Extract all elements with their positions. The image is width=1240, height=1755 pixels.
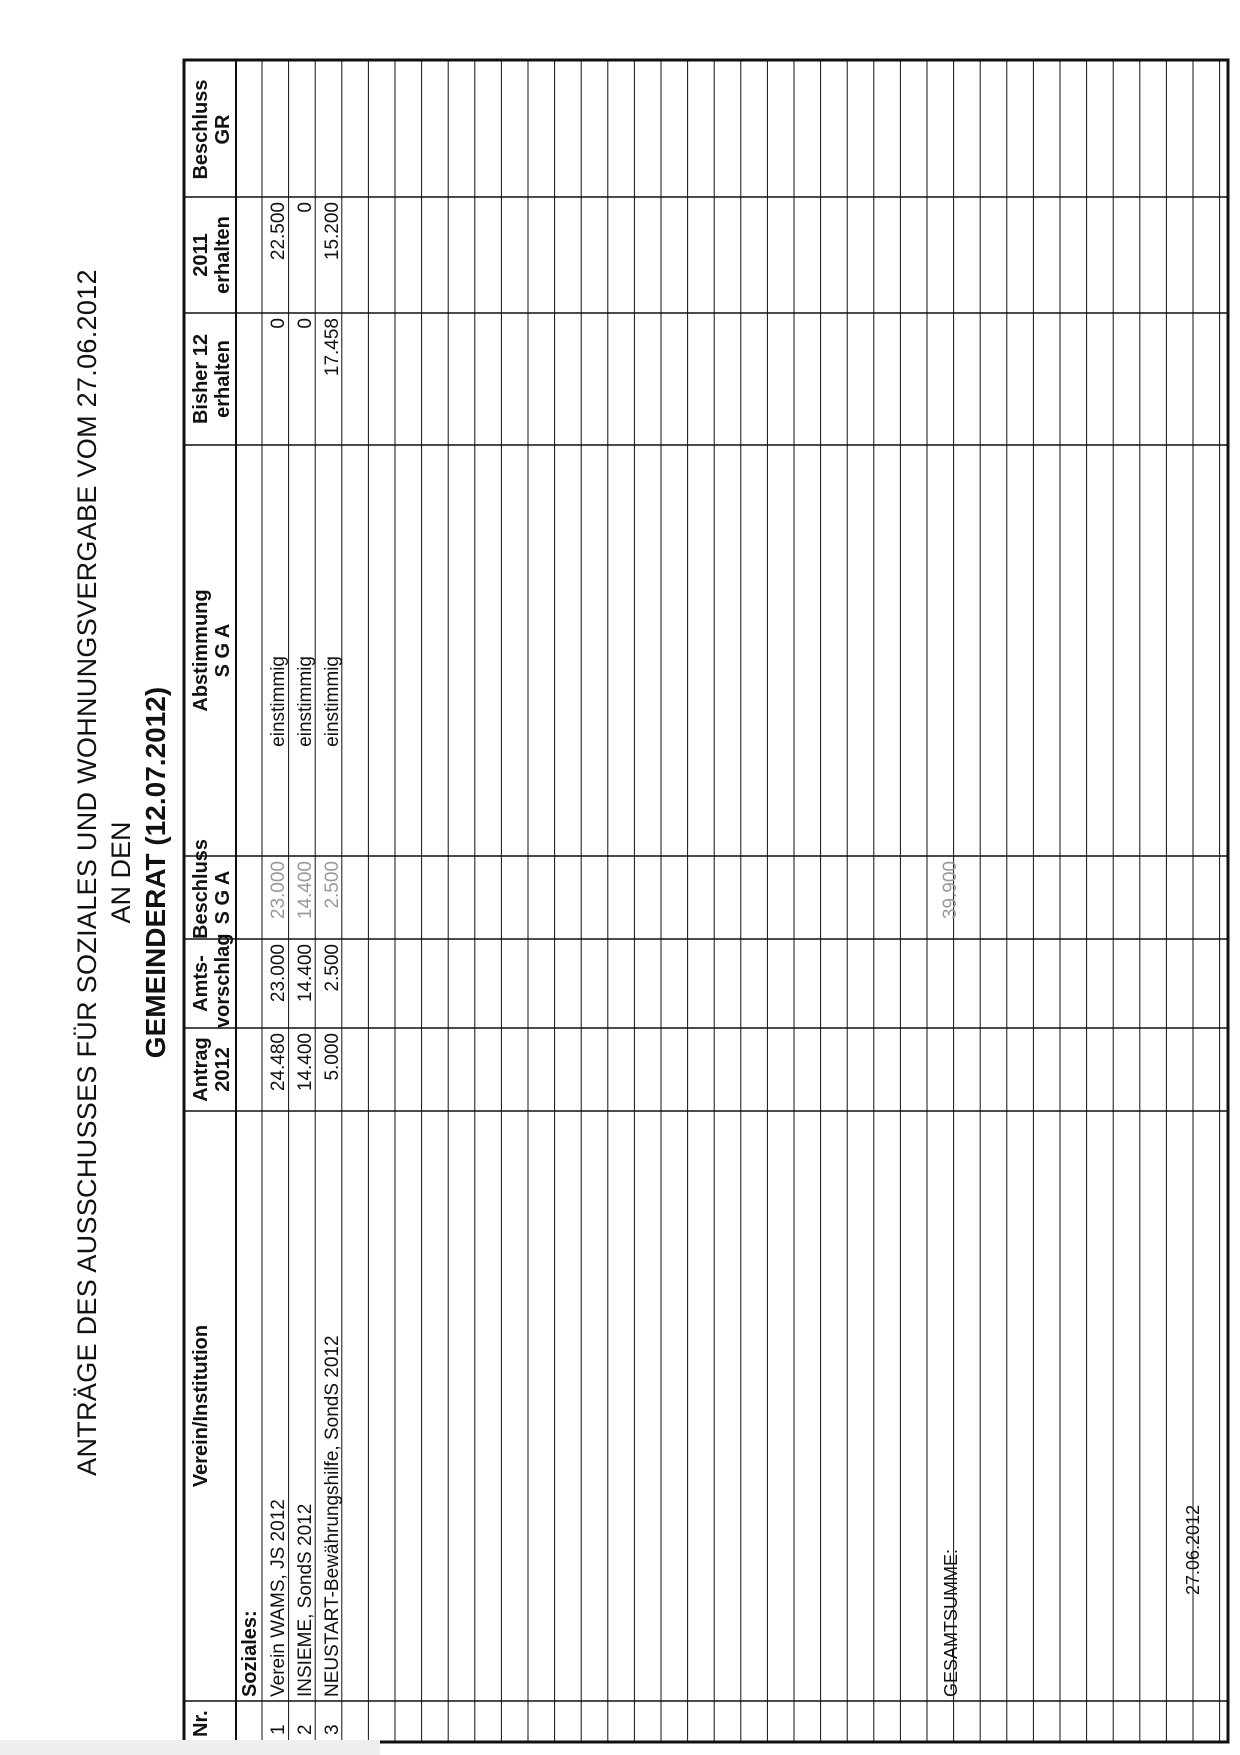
row-3-amts: 2.500 [322,944,343,992]
row-3-antrag: 5.000 [322,1033,343,1081]
document-subtitle: AN DEN [106,821,136,924]
header-bisher: Bisher 12 erhalten [190,333,234,425]
row-2-antrag: 14.400 [295,1033,316,1092]
row-2-abstimmung: einstimmig [295,656,316,747]
total-beschluss-sga: 39.900 [940,861,961,920]
footer-date: 27.06.2012 [1183,1504,1203,1595]
row-1-abstimmung: einstimmig [268,656,289,747]
header-beschluss-sga: Beschluss S G A [190,838,234,939]
row-1-verein: Verein WAMS, JS 2012 [268,1499,289,1697]
row-1-amts: 23.000 [268,944,289,1003]
scan-edge [0,1740,380,1755]
header-antrag: Antrag 2012 [190,1037,234,1102]
section-label: Soziales: [239,1610,261,1697]
row-2-bisher: 0 [295,318,316,329]
row-3-abstimmung: einstimmig [322,656,343,747]
row-1-nr: 1 [268,1724,289,1735]
row-3-verein: NEUSTART-Bewährungshilfe, SondS 2012 [322,1335,343,1697]
document-recipient: GEMEINDERAT (12.07.2012) [140,686,171,1059]
row-3-beschluss-sga: 2.500 [322,861,343,909]
row-2-2011: 0 [295,202,316,213]
header-2011: 2011 erhalten [190,216,234,294]
row-1-bisher: 0 [268,318,289,329]
header-beschluss-gr: Beschluss GR [190,79,234,180]
total-label: GESAMTSUMME: [941,1548,961,1697]
row-3-2011: 15.200 [322,202,343,261]
header-amtsvorschlag: Amts- vorschlag [190,933,234,1028]
row-1-antrag: 24.480 [268,1033,289,1092]
row-1-beschluss-sga: 23.000 [268,861,289,920]
row-3-nr: 3 [322,1724,343,1735]
header-nr: Nr. [190,1710,212,1737]
row-2-amts: 14.400 [295,944,316,1003]
header-abstimmung: Abstimmung S G A [190,589,234,712]
header-verein: Verein/Institution [190,1324,212,1488]
row-3-bisher: 17.458 [322,318,343,377]
row-1-2011: 22.500 [268,202,289,261]
row-2-verein: INSIEME, SondS 2012 [295,1503,316,1697]
row-2-nr: 2 [295,1724,316,1735]
row-2-beschluss-sga: 14.400 [295,861,316,920]
document-title: ANTRÄGE DES AUSSCHUSSES FÜR SOZIALES UND WOHNUNGSVERGABE VOM 27.06.2012 [72,269,102,1476]
